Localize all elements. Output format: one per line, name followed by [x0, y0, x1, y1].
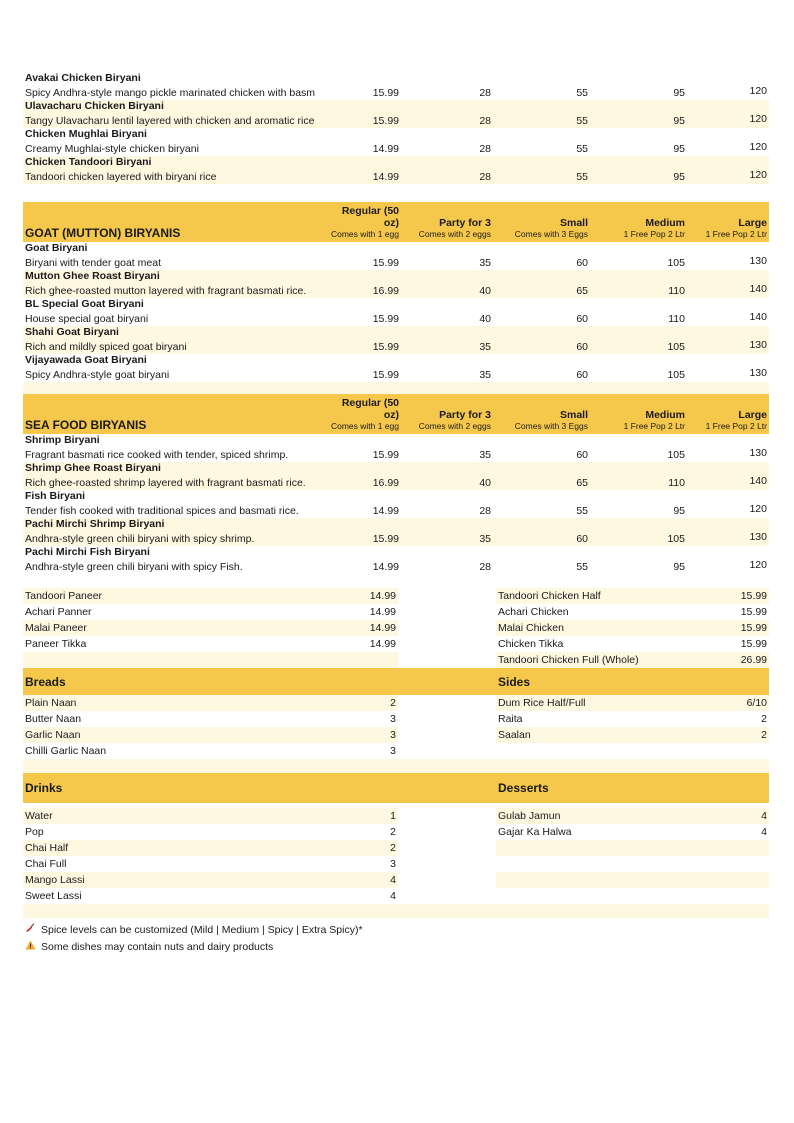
list-item: [496, 856, 769, 872]
item-price: 15.99: [740, 606, 767, 618]
price-small: 60: [493, 255, 590, 270]
warning-icon: [23, 940, 37, 956]
menu-item-detail-row: [23, 283, 769, 298]
item-name: Goat Biryani: [23, 242, 769, 255]
menu-item-detail-row: [23, 367, 769, 382]
menu-item-detail-row: [23, 503, 769, 518]
note-line: [23, 939, 769, 956]
item-name: Pop: [25, 826, 44, 838]
price-regular: 14.99: [323, 503, 401, 518]
column-subheader-regular: Comes with 1 egg: [323, 421, 401, 434]
item-name: Shrimp Biryani: [23, 434, 769, 447]
column-header-small: Small: [493, 202, 590, 229]
column-header-small: Small: [493, 394, 590, 421]
item-description: Biryani with tender goat meat: [23, 255, 323, 270]
list-item: [23, 840, 398, 856]
item-price: 2: [390, 842, 396, 854]
column-header-medium: Medium: [590, 394, 687, 421]
item-price: 4: [390, 890, 396, 902]
menu-item-row: [23, 156, 769, 169]
chicken-biryani-table: [23, 72, 769, 184]
tandoori-right-list: [496, 588, 769, 668]
item-name: Gajar Ka Halwa: [498, 826, 572, 838]
item-name: Malai Paneer: [25, 622, 87, 634]
price-medium: 105: [590, 447, 687, 462]
desserts-title: Desserts: [498, 781, 549, 795]
price-regular: 16.99: [323, 283, 401, 298]
price-regular: 16.99: [323, 475, 401, 490]
price-medium: 105: [590, 255, 687, 270]
item-description: Rich and mildly spiced goat biryani: [23, 339, 323, 354]
price-small: 55: [493, 141, 590, 156]
item-price: 4: [390, 874, 396, 886]
sides-title: Sides: [498, 674, 531, 689]
price-party: 40: [401, 283, 493, 298]
price-small: 55: [493, 503, 590, 518]
sides-list: [496, 695, 769, 759]
item-name: Chilli Garlic Naan: [25, 745, 107, 757]
price-large: 140: [687, 283, 769, 298]
column-header-regular: Regular (50 oz): [323, 202, 401, 229]
item-description: Rich ghee-roasted mutton layered with fragrant basmati rice.: [23, 283, 323, 298]
item-name: Water: [25, 810, 53, 822]
item-name: Chai Half: [25, 842, 69, 854]
section-header: [23, 394, 769, 421]
list-item: [23, 727, 398, 743]
price-medium: 95: [590, 141, 687, 156]
section-title: SEA FOOD BIRYANIS: [23, 394, 323, 434]
price-small: 55: [493, 169, 590, 184]
list-item: [496, 588, 769, 604]
item-name: Garlic Naan: [25, 729, 81, 741]
item-price: 3: [390, 713, 396, 725]
item-price: 3: [390, 745, 396, 757]
drinks-list: [23, 808, 398, 904]
price-party: 35: [401, 531, 493, 546]
item-price: 14.99: [369, 590, 396, 602]
column-header-party: Party for 3: [401, 202, 493, 229]
list-item: [23, 711, 398, 727]
price-medium: 110: [590, 311, 687, 326]
menu-item-row: [23, 354, 769, 367]
item-name: Chicken Tandoori Biryani: [23, 156, 769, 169]
list-item: [496, 652, 769, 668]
price-large: 120: [687, 113, 769, 128]
list-item: [23, 824, 398, 840]
item-name: BL Special Goat Biryani: [23, 298, 769, 311]
list-item: [23, 652, 398, 668]
price-regular: 15.99: [323, 531, 401, 546]
menu-item-detail-row: [23, 559, 769, 574]
drinks-desserts-header: [23, 773, 769, 803]
item-description: Fragrant basmati rice cooked with tender, spiced shrimp.: [23, 447, 323, 462]
list-item: [23, 588, 398, 604]
price-small: 65: [493, 475, 590, 490]
item-name: Saalan: [498, 729, 531, 741]
item-name: Butter Naan: [25, 713, 82, 725]
column-subheader-medium: 1 Free Pop 2 Ltr: [590, 229, 687, 242]
item-name: Avakai Chicken Biryani: [23, 72, 769, 85]
column-subheader-small: Comes with 3 Eggs: [493, 229, 590, 242]
list-item: [496, 808, 769, 824]
list-item: [496, 840, 769, 856]
item-description: House special goat biryani: [23, 311, 323, 326]
price-party: 28: [401, 85, 493, 100]
price-large: 120: [687, 169, 769, 184]
price-party: 28: [401, 113, 493, 128]
list-item: [23, 636, 398, 652]
item-price: 15.99: [740, 590, 767, 602]
menu-item-detail-row: [23, 255, 769, 270]
column-subheader-party: Comes with 2 eggs: [401, 229, 493, 242]
price-small: 60: [493, 311, 590, 326]
seafood-biryani-table: [23, 394, 769, 574]
item-price: 3: [390, 858, 396, 870]
price-party: 28: [401, 503, 493, 518]
menu-item-detail-row: [23, 311, 769, 326]
item-price: 14.99: [369, 622, 396, 634]
item-price: 14.99: [369, 638, 396, 650]
menu-item-row: [23, 326, 769, 339]
item-name: Chicken Mughlai Biryani: [23, 128, 769, 141]
notes: [23, 922, 769, 956]
menu-item-detail-row: [23, 85, 769, 100]
price-party: 28: [401, 559, 493, 574]
price-party: 40: [401, 311, 493, 326]
price-medium: 95: [590, 169, 687, 184]
menu-item-detail-row: [23, 447, 769, 462]
item-price: 15.99: [740, 638, 767, 650]
list-item: [23, 604, 398, 620]
list-item: [496, 743, 769, 759]
column-subheader-medium: 1 Free Pop 2 Ltr: [590, 421, 687, 434]
section-title: GOAT (MUTTON) BIRYANIS: [23, 202, 323, 242]
item-name: Tandoori Paneer: [25, 590, 103, 602]
column-header-large: Large: [687, 394, 769, 421]
item-price: 6/10: [746, 697, 767, 709]
menu-item-row: [23, 546, 769, 559]
price-party: 28: [401, 169, 493, 184]
price-party: 35: [401, 447, 493, 462]
menu-item-row: [23, 270, 769, 283]
goat-biryani-table: [23, 202, 769, 382]
price-medium: 105: [590, 531, 687, 546]
item-name: Tandoori Chicken Full (Whole): [498, 654, 639, 666]
list-item: [496, 636, 769, 652]
list-item: [496, 727, 769, 743]
list-item: [23, 620, 398, 636]
price-large: 120: [687, 141, 769, 156]
price-regular: 15.99: [323, 311, 401, 326]
item-description: Creamy Mughlai-style chicken biryani: [23, 141, 323, 156]
item-name: Tandoori Chicken Half: [498, 590, 601, 602]
item-name: Ulavacharu Chicken Biryani: [23, 100, 769, 113]
item-name: Chicken Tikka: [498, 638, 564, 650]
price-large: 120: [687, 559, 769, 574]
list-item: [23, 808, 398, 824]
price-large: 140: [687, 475, 769, 490]
item-name: Achari Panner: [25, 606, 92, 618]
column-header-medium: Medium: [590, 202, 687, 229]
item-price: 2: [761, 729, 767, 741]
breads-sides-header: [23, 668, 769, 695]
list-item: [496, 604, 769, 620]
price-regular: 15.99: [323, 339, 401, 354]
price-large: 120: [687, 503, 769, 518]
price-large: 130: [687, 367, 769, 382]
price-regular: 15.99: [323, 113, 401, 128]
item-name: Mango Lassi: [25, 874, 85, 886]
tandoori-left-list: [23, 588, 398, 668]
list-item: [496, 711, 769, 727]
price-large: 130: [687, 447, 769, 462]
price-medium: 95: [590, 559, 687, 574]
item-price: 26.99: [740, 654, 767, 666]
item-name: Mutton Ghee Roast Biryani: [23, 270, 769, 283]
column-subheader-large: 1 Free Pop 2 Ltr: [687, 421, 769, 434]
column-subheader-large: 1 Free Pop 2 Ltr: [687, 229, 769, 242]
chili-icon: [23, 923, 37, 939]
note-text: Spice levels can be customized (Mild | Medium | Spicy | Extra Spicy)*: [41, 924, 363, 936]
price-small: 60: [493, 367, 590, 382]
item-name: Fish Biryani: [23, 490, 769, 503]
item-name: Pachi Mirchi Shrimp Biryani: [23, 518, 769, 531]
item-description: Spicy Andhra-style goat biryani: [23, 367, 323, 382]
menu-item-detail-row: [23, 113, 769, 128]
price-medium: 95: [590, 113, 687, 128]
price-small: 60: [493, 531, 590, 546]
item-description: Tangy Ulavacharu lentil layered with chicken and aromatic rice: [23, 113, 323, 128]
menu-item-detail-row: [23, 339, 769, 354]
item-price: 1: [390, 810, 396, 822]
item-name: Sweet Lassi: [25, 890, 82, 902]
price-party: 35: [401, 339, 493, 354]
menu-item-row: [23, 242, 769, 255]
price-small: 55: [493, 85, 590, 100]
list-item: [23, 856, 398, 872]
price-party: 35: [401, 367, 493, 382]
list-item: [496, 824, 769, 840]
menu-item-row: [23, 298, 769, 311]
item-name: Plain Naan: [25, 697, 77, 709]
drinks-desserts-section: [23, 808, 769, 904]
item-description: Rich ghee-roasted shrimp layered with fragrant basmati rice.: [23, 475, 323, 490]
price-small: 60: [493, 339, 590, 354]
item-price: 2: [390, 697, 396, 709]
price-small: 60: [493, 447, 590, 462]
section-gap: [23, 759, 769, 773]
section-gap: [23, 574, 769, 588]
item-description: Tandoori chicken layered with biryani rice: [23, 169, 323, 184]
item-description: Spicy Andhra-style mango pickle marinated chicken with basm: [23, 85, 323, 100]
breads-title: Breads: [25, 674, 66, 689]
item-price: 3: [390, 729, 396, 741]
price-small: 65: [493, 283, 590, 298]
list-item: [23, 695, 398, 711]
column-subheader-small: Comes with 3 Eggs: [493, 421, 590, 434]
item-name: Shrimp Ghee Roast Biryani: [23, 462, 769, 475]
drinks-title: Drinks: [25, 781, 63, 795]
item-name: Achari Chicken: [498, 606, 569, 618]
menu-item-row: [23, 462, 769, 475]
price-regular: 15.99: [323, 255, 401, 270]
list-item: [496, 888, 769, 904]
item-name: Vijayawada Goat Biryani: [23, 354, 769, 367]
list-item: [496, 620, 769, 636]
price-party: 35: [401, 255, 493, 270]
breads-sides-section: [23, 695, 769, 759]
list-item: [23, 888, 398, 904]
price-regular: 14.99: [323, 169, 401, 184]
list-item: [496, 872, 769, 888]
list-item: [23, 743, 398, 759]
menu-item-row: [23, 128, 769, 141]
menu-item-detail-row: [23, 531, 769, 546]
item-price: 15.99: [740, 622, 767, 634]
section-gap: [23, 184, 769, 202]
item-name: Raita: [498, 713, 523, 725]
price-medium: 95: [590, 85, 687, 100]
desserts-list: [496, 808, 769, 904]
menu-item-row: [23, 518, 769, 531]
item-price: 2: [761, 713, 767, 725]
item-price: 4: [761, 826, 767, 838]
item-description: Andhra-style green chili biryani with spicy shrimp.: [23, 531, 323, 546]
menu-item-detail-row: [23, 141, 769, 156]
price-medium: 105: [590, 367, 687, 382]
column-header-party: Party for 3: [401, 394, 493, 421]
item-name: Shahi Goat Biryani: [23, 326, 769, 339]
price-small: 55: [493, 559, 590, 574]
menu-page: [23, 72, 769, 956]
price-small: 55: [493, 113, 590, 128]
price-regular: 15.99: [323, 367, 401, 382]
item-name: Gulab Jamun: [498, 810, 561, 822]
price-regular: 14.99: [323, 141, 401, 156]
price-party: 28: [401, 141, 493, 156]
item-price: 2: [390, 826, 396, 838]
column-subheader-regular: Comes with 1 egg: [323, 229, 401, 242]
list-item: [496, 695, 769, 711]
price-regular: 15.99: [323, 85, 401, 100]
menu-item-detail-row: [23, 169, 769, 184]
price-large: 140: [687, 311, 769, 326]
menu-item-row: [23, 490, 769, 503]
list-item: [23, 872, 398, 888]
price-party: 40: [401, 475, 493, 490]
price-large: 130: [687, 531, 769, 546]
column-header-large: Large: [687, 202, 769, 229]
menu-item-row: [23, 72, 769, 85]
section-gap: [23, 904, 769, 918]
column-subheader-party: Comes with 2 eggs: [401, 421, 493, 434]
item-description: Andhra-style green chili biryani with spicy Fish.: [23, 559, 323, 574]
item-name: Pachi Mirchi Fish Biryani: [23, 546, 769, 559]
section-header: [23, 202, 769, 229]
menu-item-row: [23, 434, 769, 447]
item-name: Chai Full: [25, 858, 67, 870]
section-gap: [23, 382, 769, 394]
price-medium: 95: [590, 503, 687, 518]
price-large: 130: [687, 339, 769, 354]
price-regular: 15.99: [323, 447, 401, 462]
item-price: 4: [761, 810, 767, 822]
price-medium: 105: [590, 339, 687, 354]
tandoori-section: [23, 588, 769, 668]
menu-item-detail-row: [23, 475, 769, 490]
price-large: 120: [687, 85, 769, 100]
menu-item-row: [23, 100, 769, 113]
column-header-regular: Regular (50 oz): [323, 394, 401, 421]
price-regular: 14.99: [323, 559, 401, 574]
note-line: [23, 922, 769, 939]
price-large: 130: [687, 255, 769, 270]
price-medium: 110: [590, 475, 687, 490]
item-name: Dum Rice Half/Full: [498, 697, 586, 709]
item-price: 14.99: [369, 606, 396, 618]
item-name: Paneer Tikka: [25, 638, 87, 650]
price-medium: 110: [590, 283, 687, 298]
item-description: Tender fish cooked with traditional spices and basmati rice.: [23, 503, 323, 518]
item-name: Malai Chicken: [498, 622, 564, 634]
note-text: Some dishes may contain nuts and dairy products: [41, 941, 274, 953]
breads-list: [23, 695, 398, 759]
